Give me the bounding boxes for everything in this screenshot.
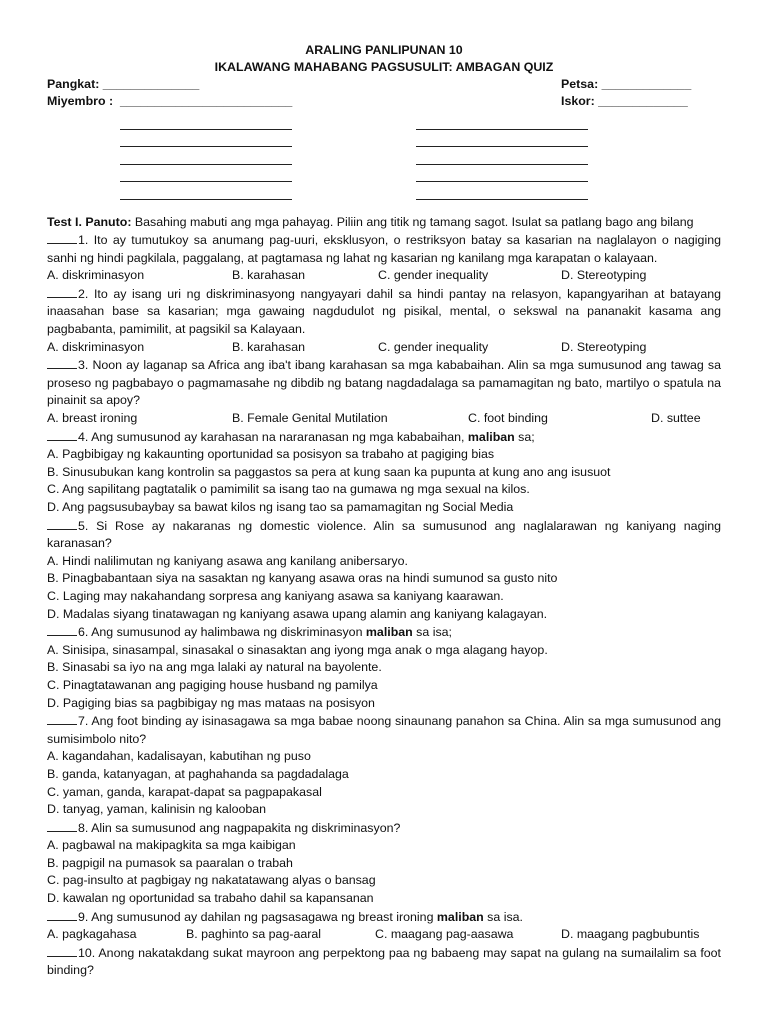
question-text: Ito ay tumutukoy sa anumang pag-uuri, eksklusyon, o restriksyon batay sa kasarian na naglalayon o nagiging sanhi ng hindi pagkilala, paggalang, at pagtamasa ng lahat ng kasarian ng kanilang mga karapatan o kalayaan. bbox=[47, 233, 721, 265]
choice-b: B. paghinto sa pag-aaral bbox=[186, 927, 322, 942]
choice-b: B. Female Genital Mutilation bbox=[232, 411, 388, 426]
option-a: A. pagbawal na makipagkita sa mga kaibigan bbox=[47, 838, 296, 853]
question-stem bbox=[47, 428, 721, 447]
option-c: C. yaman, ganda, karapat-dapat sa pagpapakasal bbox=[47, 784, 322, 799]
option-d: D. tanyag, yaman, kalinisin ng kalooban bbox=[47, 802, 267, 817]
question-text: Alin sa sumusunod ang nagpapakita ng diskriminasyon? bbox=[88, 820, 401, 835]
choice-c: C. gender inequality bbox=[378, 339, 489, 354]
question-item bbox=[47, 285, 721, 356]
question-text: Anong nakatakdang sukat mayroon ang perpektong paa ng babaeng may sapat na gulang na sumailalim sa foot binding? bbox=[47, 945, 721, 978]
option-b: B. Pinagbabantaan siya na sasaktan ng kanyang asawa oras na hindi sumunod sa gusto nito bbox=[47, 571, 558, 586]
question-stem bbox=[47, 712, 721, 748]
choice-b: B. karahasan bbox=[232, 268, 306, 283]
question-stem bbox=[47, 285, 721, 339]
option-a: A. Hindi nalilimutan ng kaniyang asawa ang kanilang anibersaryo. bbox=[47, 553, 408, 568]
choice-d: D. suttee bbox=[651, 411, 701, 426]
option-c: C. Pinagtatawanan ang pagiging house husband ng pamilya bbox=[47, 677, 378, 692]
question-stem bbox=[47, 944, 721, 980]
question-number: 10. bbox=[78, 945, 96, 960]
question-stem bbox=[47, 356, 721, 410]
answer-blank[interactable] bbox=[47, 944, 77, 957]
answer-blank[interactable] bbox=[47, 712, 77, 725]
choice-a: A. breast ironing bbox=[47, 411, 138, 426]
question-emphasis: maliban bbox=[436, 909, 484, 924]
miyembro-label: Miyembro : bbox=[47, 94, 114, 108]
answer-blank[interactable] bbox=[47, 623, 77, 636]
choice-d: D. Stereotyping bbox=[561, 268, 647, 283]
question-number: 5. bbox=[78, 518, 89, 533]
question-stem bbox=[47, 819, 721, 838]
choice-c: C. maagang pag-aasawa bbox=[375, 927, 514, 942]
choice-c: C. foot binding bbox=[468, 411, 548, 426]
question-number: 4. bbox=[78, 429, 89, 444]
choice-d: D. maagang pagbubuntis bbox=[561, 927, 700, 942]
question-number: 1. bbox=[78, 233, 89, 248]
choice-a: A. diskriminasyon bbox=[47, 268, 145, 283]
exam-title: IKALAWANG MAHABANG PAGSUSULIT: AMBAGAN QUIZ bbox=[214, 60, 554, 74]
choice-row bbox=[47, 926, 721, 944]
question-item bbox=[47, 623, 721, 712]
answer-blank[interactable] bbox=[47, 908, 77, 921]
member-line bbox=[416, 165, 588, 183]
question-text: Si Rose ay nakaranas ng domestic violence. Alin sa sumusunod ang naglalarawan ng kaniyang naging karanasan? bbox=[47, 518, 721, 551]
question-item bbox=[47, 231, 721, 285]
member-line bbox=[120, 165, 292, 183]
question-text: Ang sumusunod ay halimbawa ng diskriminasyon bbox=[88, 625, 366, 640]
answer-blank[interactable] bbox=[47, 428, 77, 441]
member-line bbox=[416, 112, 588, 130]
pangkat-row bbox=[47, 76, 721, 93]
question-item bbox=[47, 944, 721, 980]
option-c: C. Ang sapilitang pagtatalik o pamimilit sa isang tao na gumawa ng mga sexual na kilos. bbox=[47, 482, 530, 497]
choice-row bbox=[47, 410, 721, 428]
question-item bbox=[47, 517, 721, 624]
question-text: Ang sumusunod ay karahasan na nararanasan ng mga kababaihan, bbox=[88, 429, 468, 444]
pangkat-label: Pangkat: ______________ bbox=[47, 77, 200, 91]
question-number: 7. bbox=[78, 714, 89, 729]
question-list bbox=[47, 231, 721, 980]
option-b: B. pagpigil na pumasok sa paaralan o trabah bbox=[47, 855, 293, 870]
answer-blank[interactable] bbox=[47, 231, 77, 244]
question-item bbox=[47, 712, 721, 819]
question-stem bbox=[47, 908, 721, 927]
choice-a: A. diskriminasyon bbox=[47, 339, 145, 354]
instructions bbox=[47, 214, 721, 232]
choice-a: A. pagkagahasa bbox=[47, 927, 137, 942]
question-item bbox=[47, 356, 721, 427]
option-b: B. ganda, katanyagan, at paghahanda sa pagdadalaga bbox=[47, 766, 349, 781]
question-text: Noon ay laganap sa Africa ang iba't ibang karahasan sa mga kababaihan. Alin sa mga sumusunod ang tawag sa proseso ng pagbabayo o pagmamasahe ng dibdib ng batang nagdadalaga sa pamamagitan ng bato, martilyo o spatula na pinainit sa apoy? bbox=[47, 358, 721, 408]
member-lines-right bbox=[416, 112, 588, 200]
question-text-end: sa isa; bbox=[412, 625, 452, 640]
choice-b: B. karahasan bbox=[232, 339, 306, 354]
answer-blank[interactable] bbox=[47, 285, 77, 298]
question-emphasis: maliban bbox=[467, 429, 515, 444]
answer-blank[interactable] bbox=[47, 356, 77, 369]
option-b: B. Sinasabi sa iyo na ang mga lalaki ay natural na bayolente. bbox=[47, 660, 382, 675]
petsa-label: Petsa: _____________ bbox=[561, 77, 692, 91]
member-line bbox=[416, 182, 588, 200]
option-b: B. Sinusubukan kang kontrolin sa paggastos sa pera at kung saan ka pupunta at kung ano ang isusuot bbox=[47, 464, 611, 479]
question-number: 3. bbox=[78, 358, 89, 373]
question-text: Ang sumusunod ay dahilan ng pagsasagawa ng breast ironing bbox=[88, 909, 437, 924]
question-text-end: sa isa. bbox=[483, 909, 523, 924]
question-number: 6. bbox=[78, 625, 89, 640]
question-stem bbox=[47, 517, 721, 553]
question-emphasis: maliban bbox=[365, 625, 413, 640]
member-line bbox=[120, 112, 292, 130]
option-d: D. Ang pagsusubaybay sa bawat kilos ng isang tao sa pamamagitan ng Social Media bbox=[47, 500, 514, 514]
choice-row bbox=[47, 339, 721, 357]
choice-d: D. Stereotyping bbox=[561, 339, 647, 354]
choice-c: C. gender inequality bbox=[378, 268, 489, 283]
choice-row bbox=[47, 267, 721, 285]
option-d: D. kawalan ng oportunidad sa trabaho dahil sa kapansanan bbox=[47, 891, 374, 906]
member-line bbox=[120, 182, 292, 200]
iskor-label: Iskor: _____________ bbox=[561, 94, 688, 108]
question-item bbox=[47, 428, 721, 517]
question-stem bbox=[47, 623, 721, 642]
test-label: Test I. Panuto: bbox=[47, 214, 132, 229]
question-item bbox=[47, 819, 721, 908]
miyembro-field bbox=[47, 93, 292, 110]
miyembro-row bbox=[47, 93, 721, 110]
option-d: D. Madalas siyang tinatawagan ng kaniyang asawa upang alamin ang kaniyang kalagayan. bbox=[47, 606, 548, 621]
question-text-end: sa; bbox=[514, 429, 535, 444]
answer-blank[interactable] bbox=[47, 819, 77, 832]
question-item bbox=[47, 908, 721, 944]
question-text: Ito ay isang uri ng diskriminasyong nangyayari dahil sa hindi pantay na relasyon, kapangyarihan at batayang inaasahan base sa kasarian; mga gawaing nagdudulot ng pisikal, mental, o sekswal na pananakit kasama ang pagbabanta, pamimilit, at pagsikil sa Kalayaan. bbox=[47, 286, 721, 337]
answer-blank[interactable] bbox=[47, 517, 77, 530]
subject-title: ARALING PANLIPUNAN 10 bbox=[305, 43, 463, 57]
member-lines-left bbox=[120, 112, 292, 200]
member-line bbox=[120, 130, 292, 148]
member-line bbox=[120, 147, 292, 165]
option-a: A. kagandahan, kadalisayan, kabutihan ng puso bbox=[47, 749, 311, 764]
question-number: 2. bbox=[78, 286, 89, 301]
option-a: A. Sinisipa, sinasampal, sinasakal o sinasaktan ang iyong mga anak o mga alagang hayop. bbox=[47, 642, 548, 657]
option-a: A. Pagbibigay ng kakaunting oportunidad sa posisyon sa trabaho at pagiging bias bbox=[47, 447, 495, 462]
question-stem bbox=[47, 231, 721, 267]
member-line bbox=[416, 130, 588, 148]
option-d: D. Pagiging bias sa pagbibigay ng mas mataas na posisyon bbox=[47, 695, 375, 710]
instructions-text: Basahing mabuti ang mga pahayag. Piliin ang titik ng tamang sagot. Isulat sa patlang bago ang bilang bbox=[131, 214, 694, 229]
miyembro-line: _________________________ bbox=[119, 94, 293, 108]
question-number: 9. bbox=[78, 909, 89, 924]
question-number: 8. bbox=[78, 820, 89, 835]
option-c: C. pag-insulto at pagbigay ng nakatatawang alyas o bansag bbox=[47, 873, 376, 888]
member-lines bbox=[47, 112, 721, 200]
member-line bbox=[416, 147, 588, 165]
question-text: Ang foot binding ay isinasagawa sa mga babae noong sinaunang panahon sa China. Alin sa mga sumusunod ang sumisimbolo nito? bbox=[47, 714, 721, 746]
option-c: C. Laging may nakahandang sorpresa ang kaniyang asawa sa kaniyang kaarawan. bbox=[47, 588, 504, 603]
